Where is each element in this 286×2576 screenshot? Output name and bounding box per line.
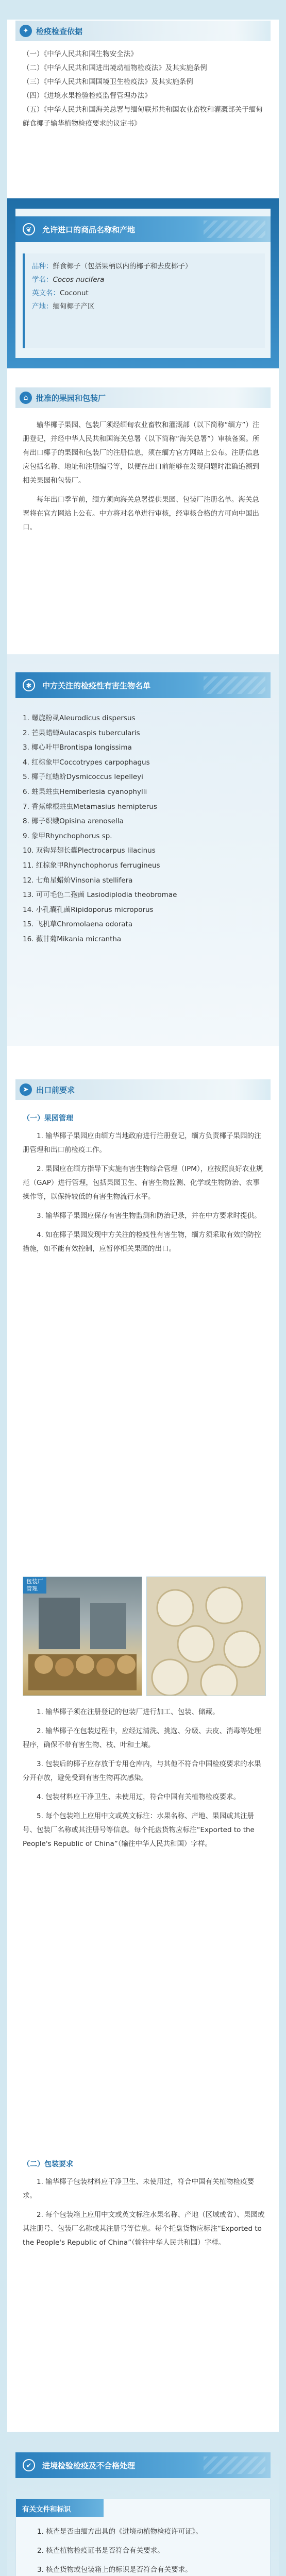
- paragraph: 4. 包装材料应干净卫生、未使用过，符合中国有关植物检疫要求。: [37, 1793, 241, 1801]
- packaging-text: [23, 2175, 265, 2255]
- packhouse-illustration: [23, 1577, 142, 1696]
- coconut-illustration: [147, 1577, 265, 1696]
- section-export-requirements-header: [15, 1079, 271, 1100]
- orchard-management-text: [23, 1129, 265, 1261]
- coconut-photo: [146, 1577, 266, 1696]
- list-item: 12. 七角星蜡蚧Vinsonia stellifera: [23, 876, 133, 885]
- section-title: 出口前要求: [36, 1086, 75, 1095]
- section-inspection-basis-header: [15, 21, 271, 41]
- list-item: 5. 椰子红蜡蚧Dysmicoccus lepelleyi: [23, 773, 143, 782]
- bug-icon: ✱: [23, 679, 35, 691]
- product-english-name: 英文名：Coconut: [32, 289, 89, 297]
- subsection-header: 有关文件和标识: [16, 2499, 104, 2517]
- photo-label: 包装厂 管理: [23, 1577, 46, 1594]
- documents-panel: [15, 2499, 271, 2576]
- orchard-packhouse-text: [23, 418, 265, 540]
- list-item: 7. 香蕉球根蛀虫Metamasius hemipterus: [23, 802, 157, 811]
- paragraph: 3. 输华椰子果园应保存有害生物监测和防治记录，并在中方要求时提供。: [37, 1212, 261, 1220]
- section-inspection-header: [15, 2452, 271, 2478]
- product-variety: 品种：鲜食椰子（包括果柄以内的椰子和去皮椰子）: [32, 262, 192, 270]
- list-item: 11. 红棕象甲Rhynchophorus ferrugineus: [23, 861, 160, 870]
- paragraph: 2. 果园应在缅方指导下实施有害生物综合管理（IPM），应按照良好农业规范（GAP）进行管理，包括果园卫生、有害生物监测、化学或生物防治、农事操作等，以保持较低的有害生物流行水平。: [23, 1165, 263, 1201]
- list-item: （五）《中华人民共和国海关总署与缅甸联邦共和国农业畜牧和灌溉部关于缅甸鲜食椰子输华植物检疫要求的议定书》: [23, 106, 263, 128]
- list-item: 1. 螺旋粉虱Aleurodicus dispersus: [23, 714, 136, 722]
- building-icon: ⌂: [20, 392, 32, 404]
- paragraph: 3. 核查货物或包装箱上的标识是否符合有关要求。: [37, 2566, 192, 2574]
- list-item: 4. 红棕象甲Coccotrypes carpophagus: [23, 758, 150, 767]
- paragraph: 2. 输华椰子在包装过程中，应经过清洗、挑选、分级、去皮、消毒等处理程序，确保不带有害生物、枝、叶和土壤。: [23, 1727, 261, 1749]
- paragraph: 5. 每个包装箱上应用中文或英文标注：水果名称、产地、果园或其注册号、包装厂名称或其注册号等信息。每个托盘货物应标注“Exported to the People's Republic of China”（输往中华人民共和国）字样。: [23, 1812, 255, 1848]
- product-origin: 产地：缅甸椰子产区: [32, 302, 95, 311]
- inspection-basis-list: [23, 47, 265, 131]
- section-title: 中方关注的检疫性有害生物名单: [42, 681, 151, 690]
- product-info: [23, 253, 265, 348]
- top-band: [7, 0, 279, 20]
- list-item: 13. 可可毛色二孢菌 Lasiodiplodia theobromae: [23, 891, 177, 900]
- section-product-origin-header: [15, 216, 271, 242]
- section-title: 检疫检查依据: [36, 27, 83, 36]
- list-item: 6. 蛀果蛀虫Hemiberlesia cyanophylli: [23, 787, 147, 796]
- paragraph: 2. 每个包装箱上应用中文或英文标注水果名称、产地（区域或省）、果园或其注册号、包装厂名称或其注册号等信息。每个托盘货物应标注“Exported to the People's Republic of China”（输往中华人民共和国）字样。: [23, 2211, 265, 2247]
- section-orchard-packhouse-header: [15, 387, 271, 408]
- list-item: 3. 椰心叶甲Brontispa longissima: [23, 743, 132, 752]
- list-item: 2. 芒果蜡蝉Aulacaspis tubercularis: [23, 728, 140, 737]
- packhouse-photo: [23, 1577, 142, 1696]
- section-title: 允许进口的商品名称和产地: [42, 225, 136, 234]
- list-item: 9. 象甲Rhynchophorus sp.: [23, 832, 112, 840]
- list-item: 10. 双钩异翅长蠹Plectrocarpus lilacinus: [23, 846, 156, 855]
- list-item: 8. 椰子织蛾Opisina arenosella: [23, 817, 124, 826]
- list-item: （二）《中华人民共和国进出境动植物检疫法》及其实施条例: [23, 64, 207, 72]
- paragraph: 4. 如在椰子果园发现中方关注的检疫性有害生物，缅方须采取有效的防控措施，如不能有效控制，应暂停相关果园的出口。: [23, 1231, 261, 1253]
- subsection-title: （一）果园管理: [23, 1114, 73, 1123]
- shield-icon: ✔: [23, 2459, 35, 2471]
- paragraph: 3. 包装后的椰子应存放于专用仓库内，与其他不符合中国检疫要求的水果分开存放，避免受到有害生物再次感染。: [23, 1760, 261, 1782]
- list-item: 14. 小孔囊孔菌Ripidoporus microporus: [23, 905, 154, 914]
- paragraph: 2. 核查植物检疫证书是否符合有关要求。: [37, 2547, 164, 2555]
- leaf-icon: ❦: [23, 223, 35, 235]
- list-item: （一）《中华人民共和国生物安全法》: [23, 50, 138, 58]
- section-title: 进境检验检疫及不合格处理: [42, 2461, 136, 2470]
- section-title: 批准的果园和包装厂: [36, 394, 106, 403]
- paragraph: 1. 输华椰子包装材料应干净卫生、未使用过，符合中国有关植物检疫要求。: [23, 2178, 255, 2200]
- packhouse-management-text: [23, 1705, 265, 1856]
- documents-text: [23, 2525, 263, 2576]
- section-pest-list-header: [15, 672, 271, 698]
- paragraph: 输华椰子果园、包装厂须经缅甸农业畜牧和灌溉部（以下简称“缅方”）注册登记，并经中华人民共和国海关总署（以下简称“海关总署”）审核备案。所有出口椰子的果园和包装厂的注册信息，须在缅方官方网站上公布。注册信息应包括名称、地址和注册编号等，以便在出口前能够在发现问题时准确追溯到相关果园和包装厂。: [23, 421, 260, 485]
- paragraph: 1. 输华椰子果园应由缅方当地政府进行注册登记，缅方负责椰子果园的注册管理和出口前检疫工作。: [23, 1132, 261, 1154]
- product-scientific-name: 学名：Cocos nucifera: [32, 276, 105, 284]
- paragraph: 每年出口季节前，缅方须向海关总署提供果园、包装厂注册名单。海关总署将在官方网站上公布。中方将对名单进行审核，经审核合格的方可向中国出口。: [23, 496, 259, 532]
- paragraph: 1. 核查是否由缅方出具的《进境动植物检疫许可证》。: [37, 2528, 203, 2536]
- paragraph: 1. 输华椰子须在注册登记的包装厂进行加工、包装、储藏。: [37, 1708, 220, 1716]
- list-item: 16. 薇甘菊Mikania micrantha: [23, 935, 122, 943]
- list-item: （四）《进境水果检验检疫监督管理办法》: [23, 92, 152, 100]
- pest-list: [23, 711, 265, 947]
- list-item: 15. 飞机草Chromolaena odorata: [23, 920, 133, 929]
- export-icon: ➤: [20, 1083, 32, 1096]
- list-item: （三）《中华人民共和国国境卫生检疫法》及其实施条例: [23, 78, 193, 86]
- document-icon: ✦: [20, 25, 32, 37]
- subsection-title: （二）包装要求: [23, 2160, 73, 2168]
